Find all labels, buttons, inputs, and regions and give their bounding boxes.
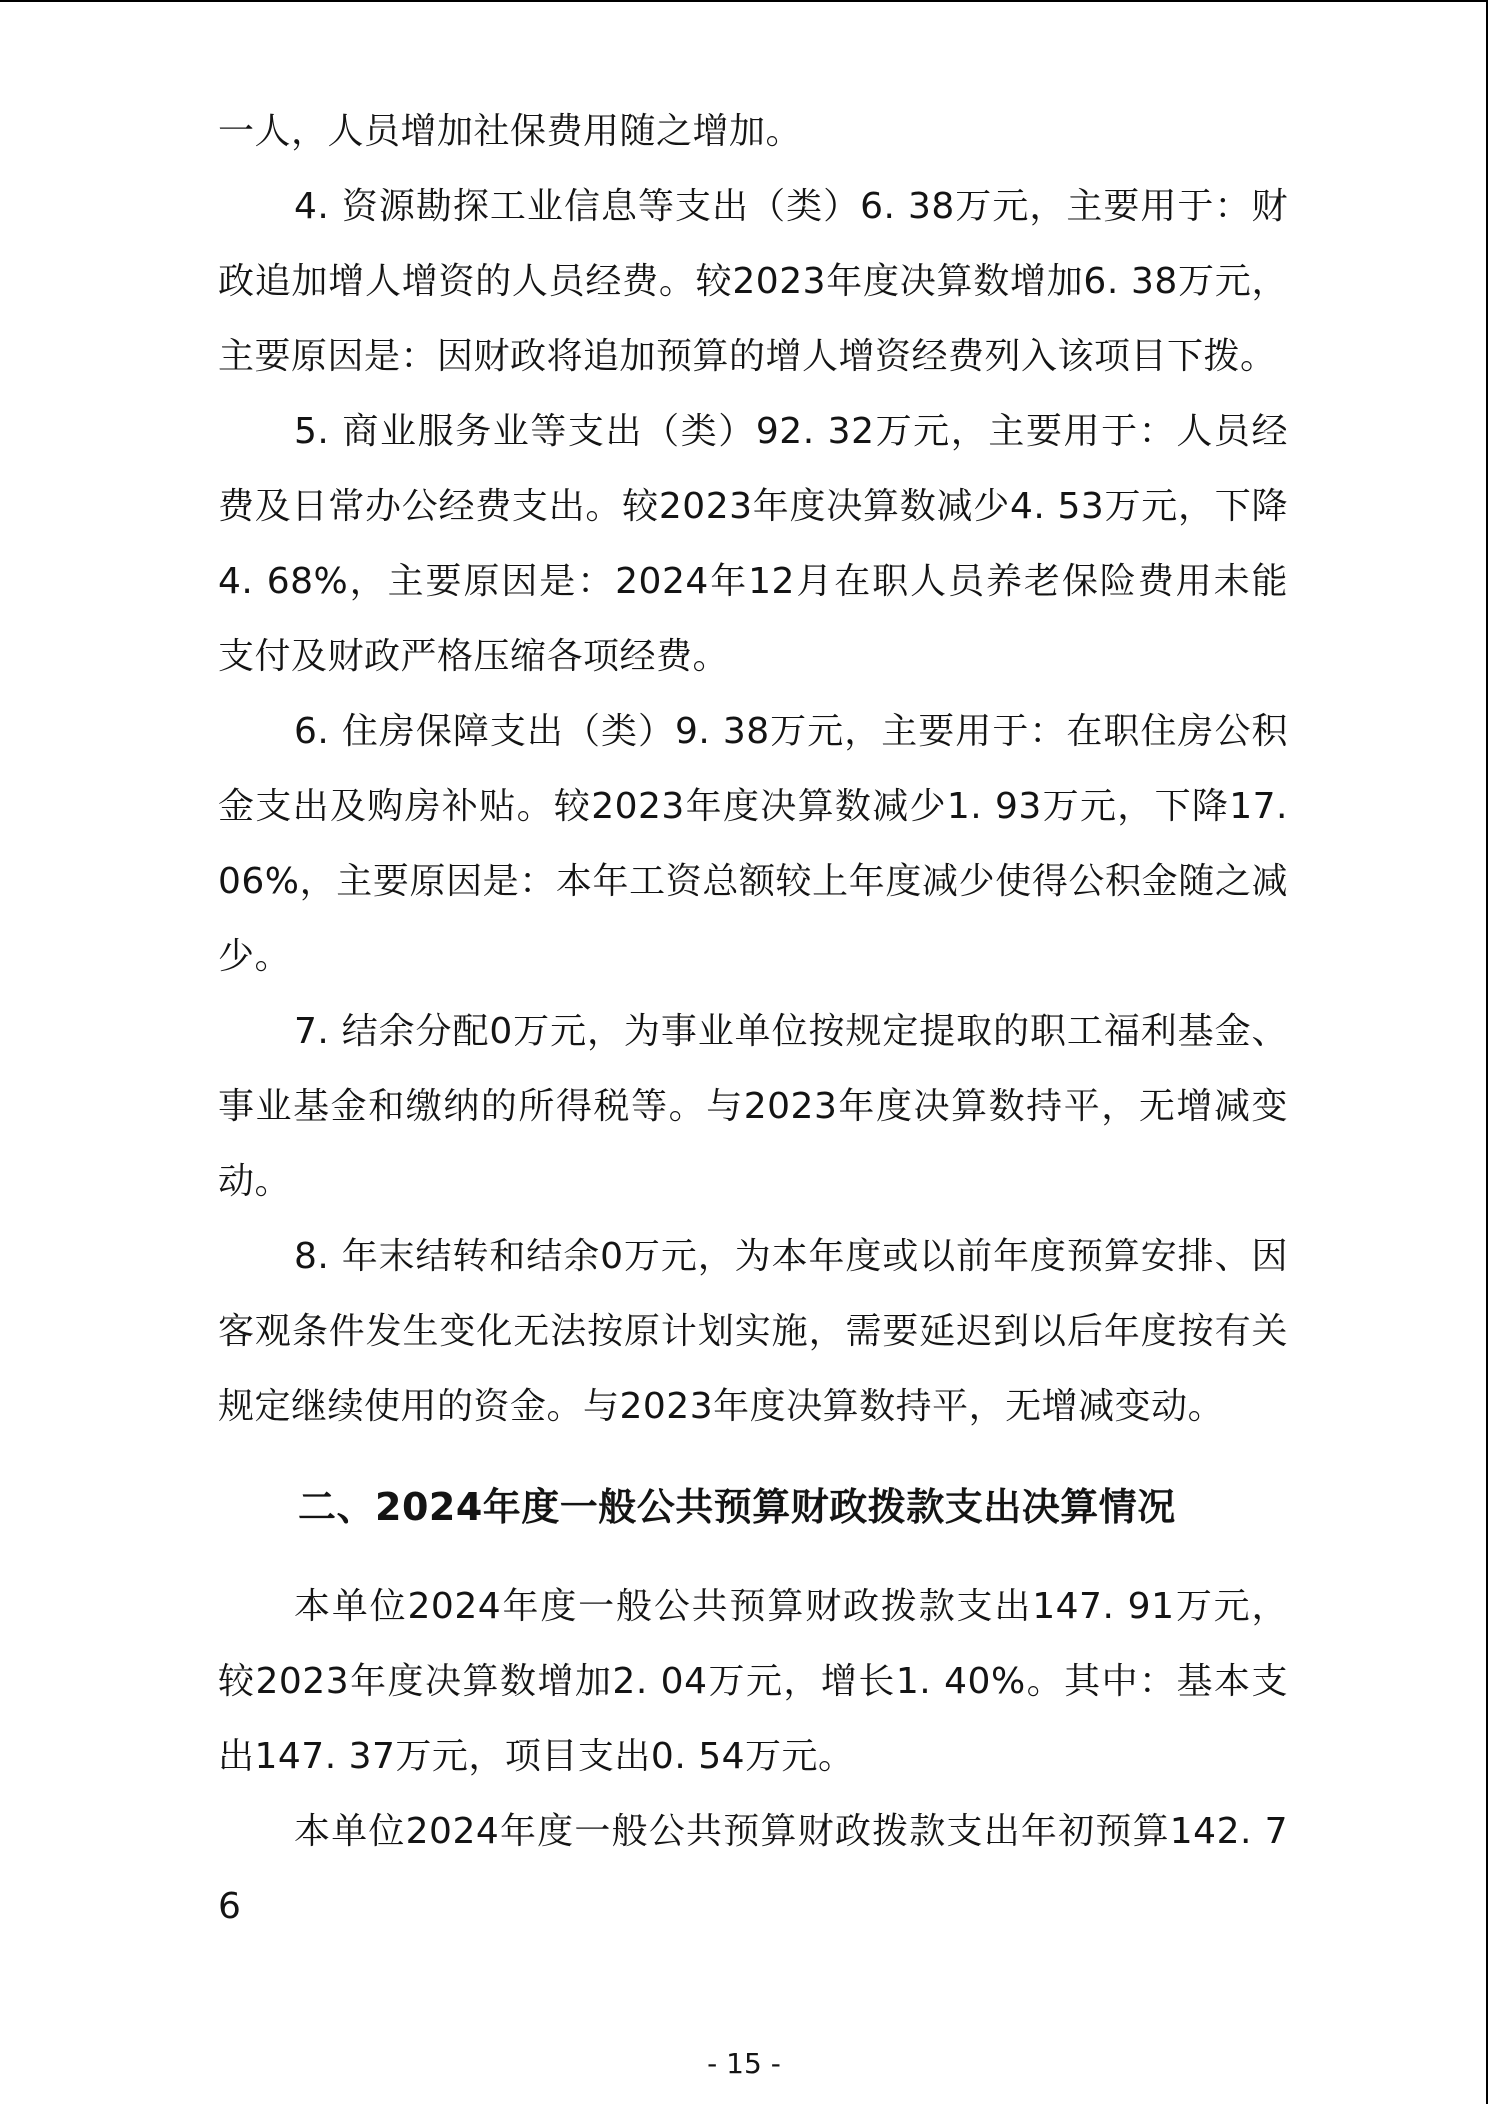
- paragraph-item-4: 4. 资源勘探工业信息等支出（类）6. 38万元，主要用于：财政追加增人增资的人员经费。较2023年度决算数增加6. 38万元，主要原因是：因财政将追加预算的增人增资经费列入该项目下拨。: [218, 186, 1288, 377]
- paragraph-continuation: 一人，人员增加社保费用随之增加。: [218, 111, 803, 152]
- paragraph-item-8: 8. 年末结转和结余0万元，为本年度或以前年度预算安排、因客观条件发生变化无法按原计划实施，需要延迟到以后年度按有关规定继续使用的资金。与2023年度决算数持平，无增减变动。: [218, 1236, 1288, 1427]
- page-number: - 15 -: [707, 2047, 781, 2080]
- section-heading: 二、2024年度一般公共预算财政拨款支出决算情况: [298, 1485, 1176, 1529]
- paragraph-budget-initial: 本单位2024年度一般公共预算财政拨款支出年初预算142. 76: [218, 1811, 1288, 1927]
- paragraph-item-7: 7. 结余分配0万元，为事业单位按规定提取的职工福利基金、事业基金和缴纳的所得税等。与2023年度决算数持平，无增减变动。: [218, 1011, 1288, 1202]
- page-body: [218, 94, 1288, 1944]
- paragraph-item-5: 5. 商业服务业等支出（类）92. 32万元，主要用于：人员经费及日常办公经费支出。较2023年度决算数减少4. 53万元，下降4. 68%，主要原因是：2024年12月在职人员养老保险费用未能支付及财政严格压缩各项经费。: [218, 411, 1288, 677]
- paragraph-budget-summary: 本单位2024年度一般公共预算财政拨款支出147. 91万元，较2023年度决算数增加2. 04万元，增长1. 40%。其中：基本支出147. 37万元，项目支出0. 54万元。: [218, 1586, 1288, 1777]
- paragraph-item-6: 6. 住房保障支出（类）9. 38万元，主要用于：在职住房公积金支出及购房补贴。较2023年度决算数减少1. 93万元，下降17. 06%，主要原因是：本年工资总额较上年度减少使得公积金随之减少。: [218, 711, 1288, 977]
